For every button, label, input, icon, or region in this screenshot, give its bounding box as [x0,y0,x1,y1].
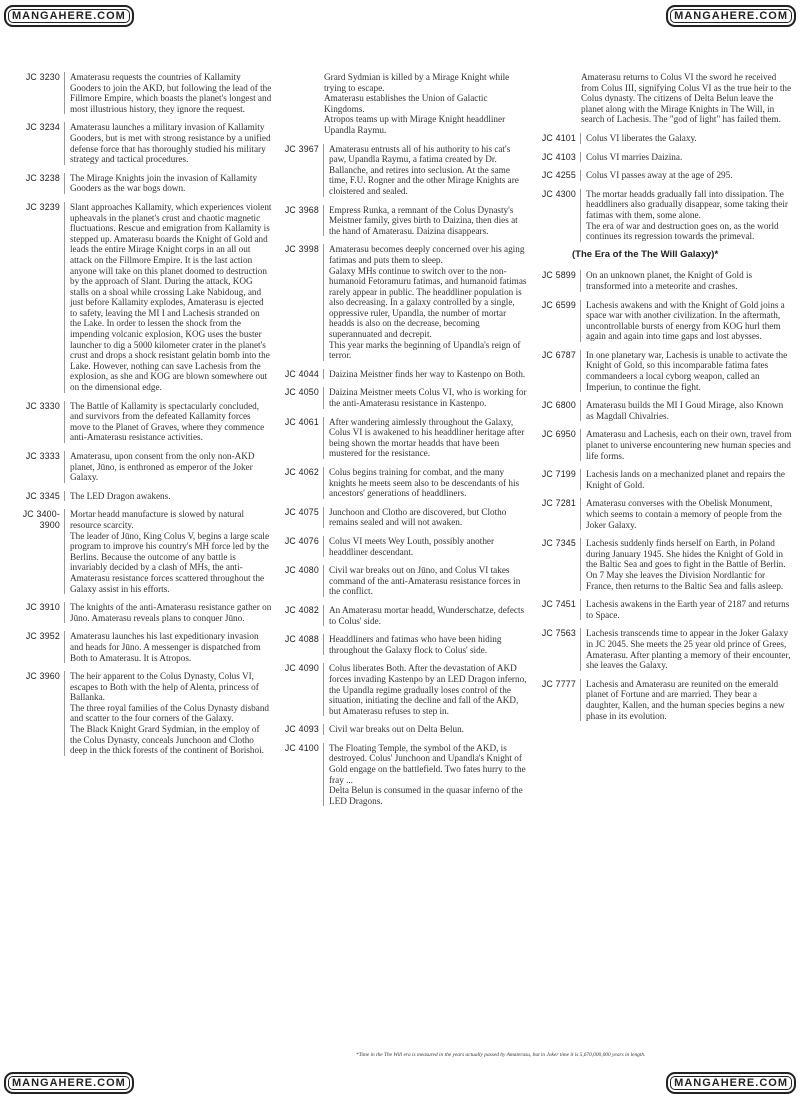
entry-text: The knights of the anti-Amaterasu resistance gather on Jūno. Amaterasu reveals plans to conquer Jūno. [70,602,272,623]
entry-body [580,189,792,242]
era-heading: (The Era of the The Will Galaxy)* [572,248,719,260]
entry-body [64,173,272,194]
entry-text: Amaterasu builds the MI I Goud Mirage, also Known as Magdall Chivalries. [586,400,784,421]
continued-entry [581,72,792,125]
entry-text: Amaterasu requests the countries of Kallamity Gooders to join the AKD, but following the lead of the Fillmore Empire, which boasts the planet's longest and most illustrious history, they ignore the request. [70,72,272,114]
entry-text: Civil war breaks out on Jūno, and Colus VI takes command of the anti-Amaterasu resistance forces in the conflict. [329,565,521,597]
watermark-top-right [666,6,796,26]
entry-body [323,507,528,528]
entry-body [580,628,792,670]
entry-text: The leader of Jūno, King Colus V, begins a large scale program to improve his country's MH force led by the Berlins. Because the outcome of any battle is invariably decided by a clash of MHs, the anti-Amaterasu resistance forces scattered throughout the Galaxy assist in his efforts. [70,530,270,594]
entry-body [580,133,792,144]
entry-body [323,467,528,499]
timeline-column-3 [530,72,792,729]
entry-body [323,369,528,380]
entry-text: Colus liberates Both. After the devastation of AKD forces invading Kastenpo by an LED Dragon inferno, the Upandla regime gradually loses control of the situation, initiating the decline and fall of the AKD, but Amaterasu refuses to step in. [329,663,527,716]
timeline-entry [273,634,528,655]
timeline-entry [530,498,792,530]
entry-year: JC 4093 [284,724,319,735]
entry-body [580,538,792,591]
entry-text: Amaterasu becomes deeply concerned over his aging fatimas and puts them to sleep. [329,244,525,265]
entry-year: JC 4080 [284,565,319,576]
entry-body [323,724,528,735]
entry-year: JC 4101 [541,132,576,143]
entry-text: Colus VI liberates the Galaxy. [586,132,697,143]
entry-text: Amaterasu entrusts all of his authority to his cat's paw, Upandla Raymu, a fatima created by Dr. Ballanche, and retires into seclusion. At the same time, F.U. Rogner and the other Mirage Knights are cloistered and sealed. [329,143,519,196]
timeline-entry [530,152,792,163]
entry-body [323,144,528,197]
entry-text: Daizina Meistner meets Colus VI, who is working for the anti-Amaterasu resistance in Kastenpo. [329,387,527,409]
timeline-entry [14,602,272,623]
entry-year: JC 4082 [284,604,319,615]
entry-text: Lachesis and Amaterasu are reunited on the emerald planet of Fortune and are married. They bear a daughter, Kallen, and the human species begins a new phase in its evolution. [586,678,785,721]
entry-body [323,565,528,597]
timeline-entry [273,663,528,716]
entry-year: JC 4255 [541,170,576,181]
entry-text: Colus VI passes away at the age of 295. [586,170,733,181]
entry-text: This year marks the beginning of Upandla's reign of terror. [329,339,521,361]
entry-text: Amaterasu, upon consent from the only non-AKD planet, Jūno, is enthroned as emperor of the Joker Galaxy. [70,451,255,483]
entry-body [323,417,528,459]
entry-body [64,671,272,756]
entry-year: JC 4090 [284,663,319,674]
entry-body [580,152,792,163]
entry-body [323,743,528,807]
timeline-entry [14,173,272,194]
entry-body [580,170,792,181]
entry-text: Amaterasu converses with the Obelisk Monument, which seems to contain a memory of people from the Joker Galaxy. [586,498,782,530]
entry-text: The era of war and destruction goes on, as the world continues its regression towards the primeval. [586,220,779,242]
timeline-entry [530,350,792,392]
timeline-entry [14,122,272,164]
timeline-entry [273,387,528,408]
timeline-entry [530,628,792,670]
entry-body [580,469,792,490]
watermark-bottom-right [666,1073,796,1093]
entry-year: JC 3952 [25,631,60,642]
watermark-logo: MANGAHERE.COM [666,1072,796,1094]
entry-text: The mortar headds gradually fall into dissipation. The headdliners also gradually disappear, some taking their fatimas with them, some alone. [586,188,788,220]
timeline-entry [273,605,528,626]
entry-text: Colus begins training for combat, and the many knights he meets seem also to be descendants of his ancestors' generations of headdliners. [329,467,520,499]
entry-body [580,350,792,392]
timeline-entry [530,538,792,591]
timeline-entry [530,270,792,291]
entry-text: The heir apparent to the Colus Dynasty, Colus VI, escapes to Both with the help of Alenta, princess of Ballanka. [70,671,259,703]
entry-year: JC 4044 [284,368,319,379]
entry-text: Lachesis lands on a mechanized planet and repairs the Knight of Gold. [586,469,785,490]
watermark-logo: MANGAHERE.COM [666,5,796,27]
timeline-entry [273,507,528,528]
watermark-logo: MANGAHERE.COM [4,1072,134,1094]
entry-year: JC 5899 [541,270,576,281]
watermark-top-left [4,6,134,26]
entry-year: JC 3333 [25,451,60,461]
entry-text: Amaterasu establishes the Union of Galactic Kingdoms. [324,93,488,114]
entry-text: Delta Belun is consumed in the quasar inferno of the LED Dragons. [329,785,523,806]
timeline-entry [530,469,792,490]
entry-text: The LED Dragon awakens. [70,490,171,501]
entry-text: Lachesis suddenly finds herself on Earth, in Poland during January 1945. She hides the Knight of Gold in the Baltic Sea and goes to fight in the Battle of Berlin. On 7 May she leaves the Division Nordlantic for France, then returns to the Baltic Sea and falls asleep. [586,538,786,591]
entry-text: Lachesis awakens and with the Knight of Gold joins a space war with another civilization. In the aftermath, uncontrollable bursts of energy from KOG hurl them again and again into time gaps and lost abysses. [586,299,785,342]
entry-text: Colus VI marries Daizina. [586,151,683,162]
entry-year: JC 4103 [541,151,576,162]
timeline-entry [14,401,272,443]
timeline-entry [530,133,792,144]
entry-year: JC 3998 [284,244,319,255]
timeline-entry [14,509,272,594]
entry-body [580,400,792,421]
entry-text: The Battle of Kallamity is spectacularly concluded, and survivors from the defeated Kallamity forces move to the Planet of Graves, where they commence anti-Amaterasu resistance activities. [70,400,265,443]
entry-text: Mortar headd manufacture is slowed by natural resource scarcity. [70,509,244,530]
entry-year: JC 7777 [541,678,576,689]
timeline-entry [14,671,272,756]
entry-year: JC 3960 [25,671,60,682]
entry-year: JC 7281 [541,498,576,509]
entry-text: The three royal families of the Colus Dynasty disband and scatter to the four corners of the Galaxy. [70,702,270,724]
entry-body [580,679,792,721]
timeline-entry [273,467,528,499]
entry-year: JC 4076 [284,535,319,546]
entry-body [580,429,792,461]
timeline-entry [273,205,528,237]
entry-text: In one planetary war, Lachesis is unable to activate the Knight of Gold, so this incomparable fatima fates commandeers a local cyborg weapon, called an Imperiun, to continue the fight. [586,349,788,392]
entry-body [64,491,272,502]
watermark-logo: MANGAHERE.COM [4,5,134,27]
timeline-column-2 [273,72,528,814]
entry-year: JC 3234 [25,122,60,133]
entry-year: JC 6950 [541,429,576,440]
entry-text: Junchoon and Clotho are discovered, but Clotho remains sealed and will not awaken. [329,506,507,528]
timeline-entry [273,417,528,459]
entry-body [323,244,528,361]
entry-year: JC 4062 [284,467,319,477]
entry-text: An Amaterasu mortar headd, Wunderschatze, defects to Colus' side. [329,604,525,626]
entry-year: JC 3967 [284,143,319,154]
entry-body [64,72,272,114]
entry-body [323,205,528,237]
entry-text: The Mirage Knights join the invasion of Kallamity Gooders as the war bogs down. [70,172,258,194]
entry-year: JC 4061 [284,416,319,427]
timeline-entry [530,429,792,461]
entry-year: JC 4300 [541,188,576,199]
entry-year: JC 6599 [541,299,576,310]
timeline-entry [530,300,792,342]
entry-text: Slant approaches Kallamity, which experiences violent upheavals in the planet's crust and chaotic magnetic fluctuations. Rescue and emigration from Kallamity is stepped up. Amaterasu boards the Knight of Gold and leads the entire Mirage Knight corps in an all out attack on the Fillmore Empire. It is the last action anyone will take on this planet doomed to destruction by the approach of Slant. During the attack, KOG stalls on a shoal while crossing Lake Nabidoug, and just before Kallamity explodes, Amaterasu is ejected to safety, leaving the MI I and Lachesis stranded on the Lake. In order to lessen the shock from the impending volcanic explosion, KOG uses the buster launcher to dig a 5000 kilometer crater in the planet's crust and drops a shock resistant gelatin bomb into the Lake. However, nothing can save Lachesis from the explosion, as she and KOG are blown somewhere out on the dimensional edge. [70,201,272,393]
timeline-entry [273,536,528,557]
entry-body [64,202,272,393]
entry-year: JC 4100 [284,742,319,753]
entry-text: Amaterasu launches his last expeditionary invasion and heads for Jūno. A messenger is dispatched from Both to Amaterasu. It is Atropos. [70,631,261,663]
timeline-entry [530,170,792,181]
entry-body [64,451,272,483]
entry-text: On an unknown planet, the Knight of Gold is transformed into a meteorite and crashes. [586,270,753,291]
entry-body [64,631,272,663]
entry-text: Galaxy MHs continue to switch over to the non-humanoid Fetoramuru fatimas, and humanoid fatimas rarely appear in public. The headdliner population is also decreasing. In a galaxy controlled by a single, oppressive ruler, Upandla, the number of mortar headds is also on the decrease, becoming superannuated and decrepit. [329,265,527,340]
entry-body [580,498,792,530]
timeline-column-1 [14,72,272,764]
entry-text: After wandering aimlessly throughout the Galaxy, Colus VI is awakened to his headdliner heritage after being shown the mortar headds that have been mustered for the resistance. [329,416,525,459]
timeline-entry [530,189,792,242]
entry-body [64,122,272,164]
entry-text: Colus VI meets Wey Louth, possibly another headdliner descendant. [329,535,495,557]
timeline-entry [273,724,528,735]
entry-body [580,599,792,620]
timeline-entry [273,244,528,361]
entry-year: JC 6800 [541,400,576,411]
entry-body [580,300,792,342]
timeline-entry [273,743,528,807]
watermark-bottom-left [4,1073,134,1093]
entry-body [64,401,272,443]
entry-text: Grard Sydmian is killed by a Mirage Knight while trying to escape. [324,72,510,93]
entry-year: JC 3238 [25,172,60,183]
entry-year: JC 7199 [541,469,576,480]
entry-text: Lachesis transcends time to appear in the Joker Galaxy in JC 2045. She meets the 25 year old prince of Grees, Amaterasu. After planting a memory of their encounter, she leaves the Galaxy. [586,628,791,671]
entry-body [323,634,528,655]
entry-body [323,536,528,557]
entry-text: The Black Knight Grard Sydmian, in the employ of the Colus Dynasty, conceals Junchoon and Clotho deep in the thick forests of the continent of Borishoi. [70,724,264,756]
entry-body [580,270,792,291]
entry-year: JC 7345 [541,538,576,549]
entry-year: JC 3239 [25,201,60,212]
entry-body [323,663,528,716]
entry-text: Daizina Meistner finds her way to Kastenpo on Both. [329,368,526,379]
entry-year: JC 7563 [541,628,576,639]
entry-year: JC 3400-3900 [22,509,60,530]
entry-year: JC 4075 [284,506,319,517]
timeline-entry [530,679,792,721]
timeline-entry [273,565,528,597]
timeline-entry [273,144,528,197]
entry-year: JC 6787 [541,349,576,360]
entry-body [323,387,528,408]
entry-body [64,602,272,623]
entry-year: JC 3330 [25,400,60,411]
timeline-entry [14,72,272,114]
timeline-entry [14,451,272,483]
entry-text: The Floating Temple, the symbol of the AKD, is destroyed. Colus' Junchoon and Upandla's Knight of Gold engage on the battlefield. Two fates hurry to the fray ... [329,742,526,785]
timeline-entry [530,599,792,620]
entry-year: JC 3345 [25,490,60,501]
entry-year: JC 4050 [284,387,319,398]
entry-year: JC 3910 [25,602,60,613]
footnote: *Time in the The Will era is measured in the years actually passed by Amaterasu, but in Joker time it is 5,670,000,000 years in length. [356,1052,646,1058]
entry-year: JC 7451 [541,599,576,610]
entry-body [64,509,272,594]
entry-year: JC 3968 [284,204,319,215]
entry-text: Amaterasu launches a military invasion of Kallamity Gooders, but is met with strong resistance by a unified defense force that has thoroughly studied his military strategy and tactical procedures. [70,122,271,165]
entry-body [323,605,528,626]
timeline-entry [273,369,528,380]
entry-year: JC 3230 [25,72,60,82]
entry-text: Headdliners and fatimas who have been hiding throughout the Galaxy flock to Colus' side. [329,634,502,655]
entry-year: JC 4088 [284,634,319,645]
timeline-entry [14,631,272,663]
continued-entry [324,72,528,136]
entry-text: Atropos teams up with Mirage Knight headdliner Upandla Raymu. [324,114,506,135]
timeline-entry [530,400,792,421]
timeline-entry [14,202,272,393]
timeline-entry [14,491,272,502]
entry-text: Amaterasu returns to Colus VI the sword he received from Colus III, signifying Colus VI as the true heir to the Colus dynasty. The citizens of Delta Belun leave the planet along with the Mirage Knights in The Will, in search of Lachesis. The "god of light" has failed them. [581,72,792,125]
entry-text: Empress Runka, a remnant of the Colus Dynasty's Meistner family, gives birth to Daizina, then dies at the hand of Amaterasu. Daizina disappears. [329,204,518,236]
entry-text: Civil war breaks out on Delta Belun. [329,724,464,735]
entry-text: Lachesis awakens in the Earth year of 2187 and returns to Space. [586,599,790,620]
entry-text: Amaterasu and Lachesis, each on their own, travel from planet to universe encountering new human species and life forms. [586,429,792,461]
